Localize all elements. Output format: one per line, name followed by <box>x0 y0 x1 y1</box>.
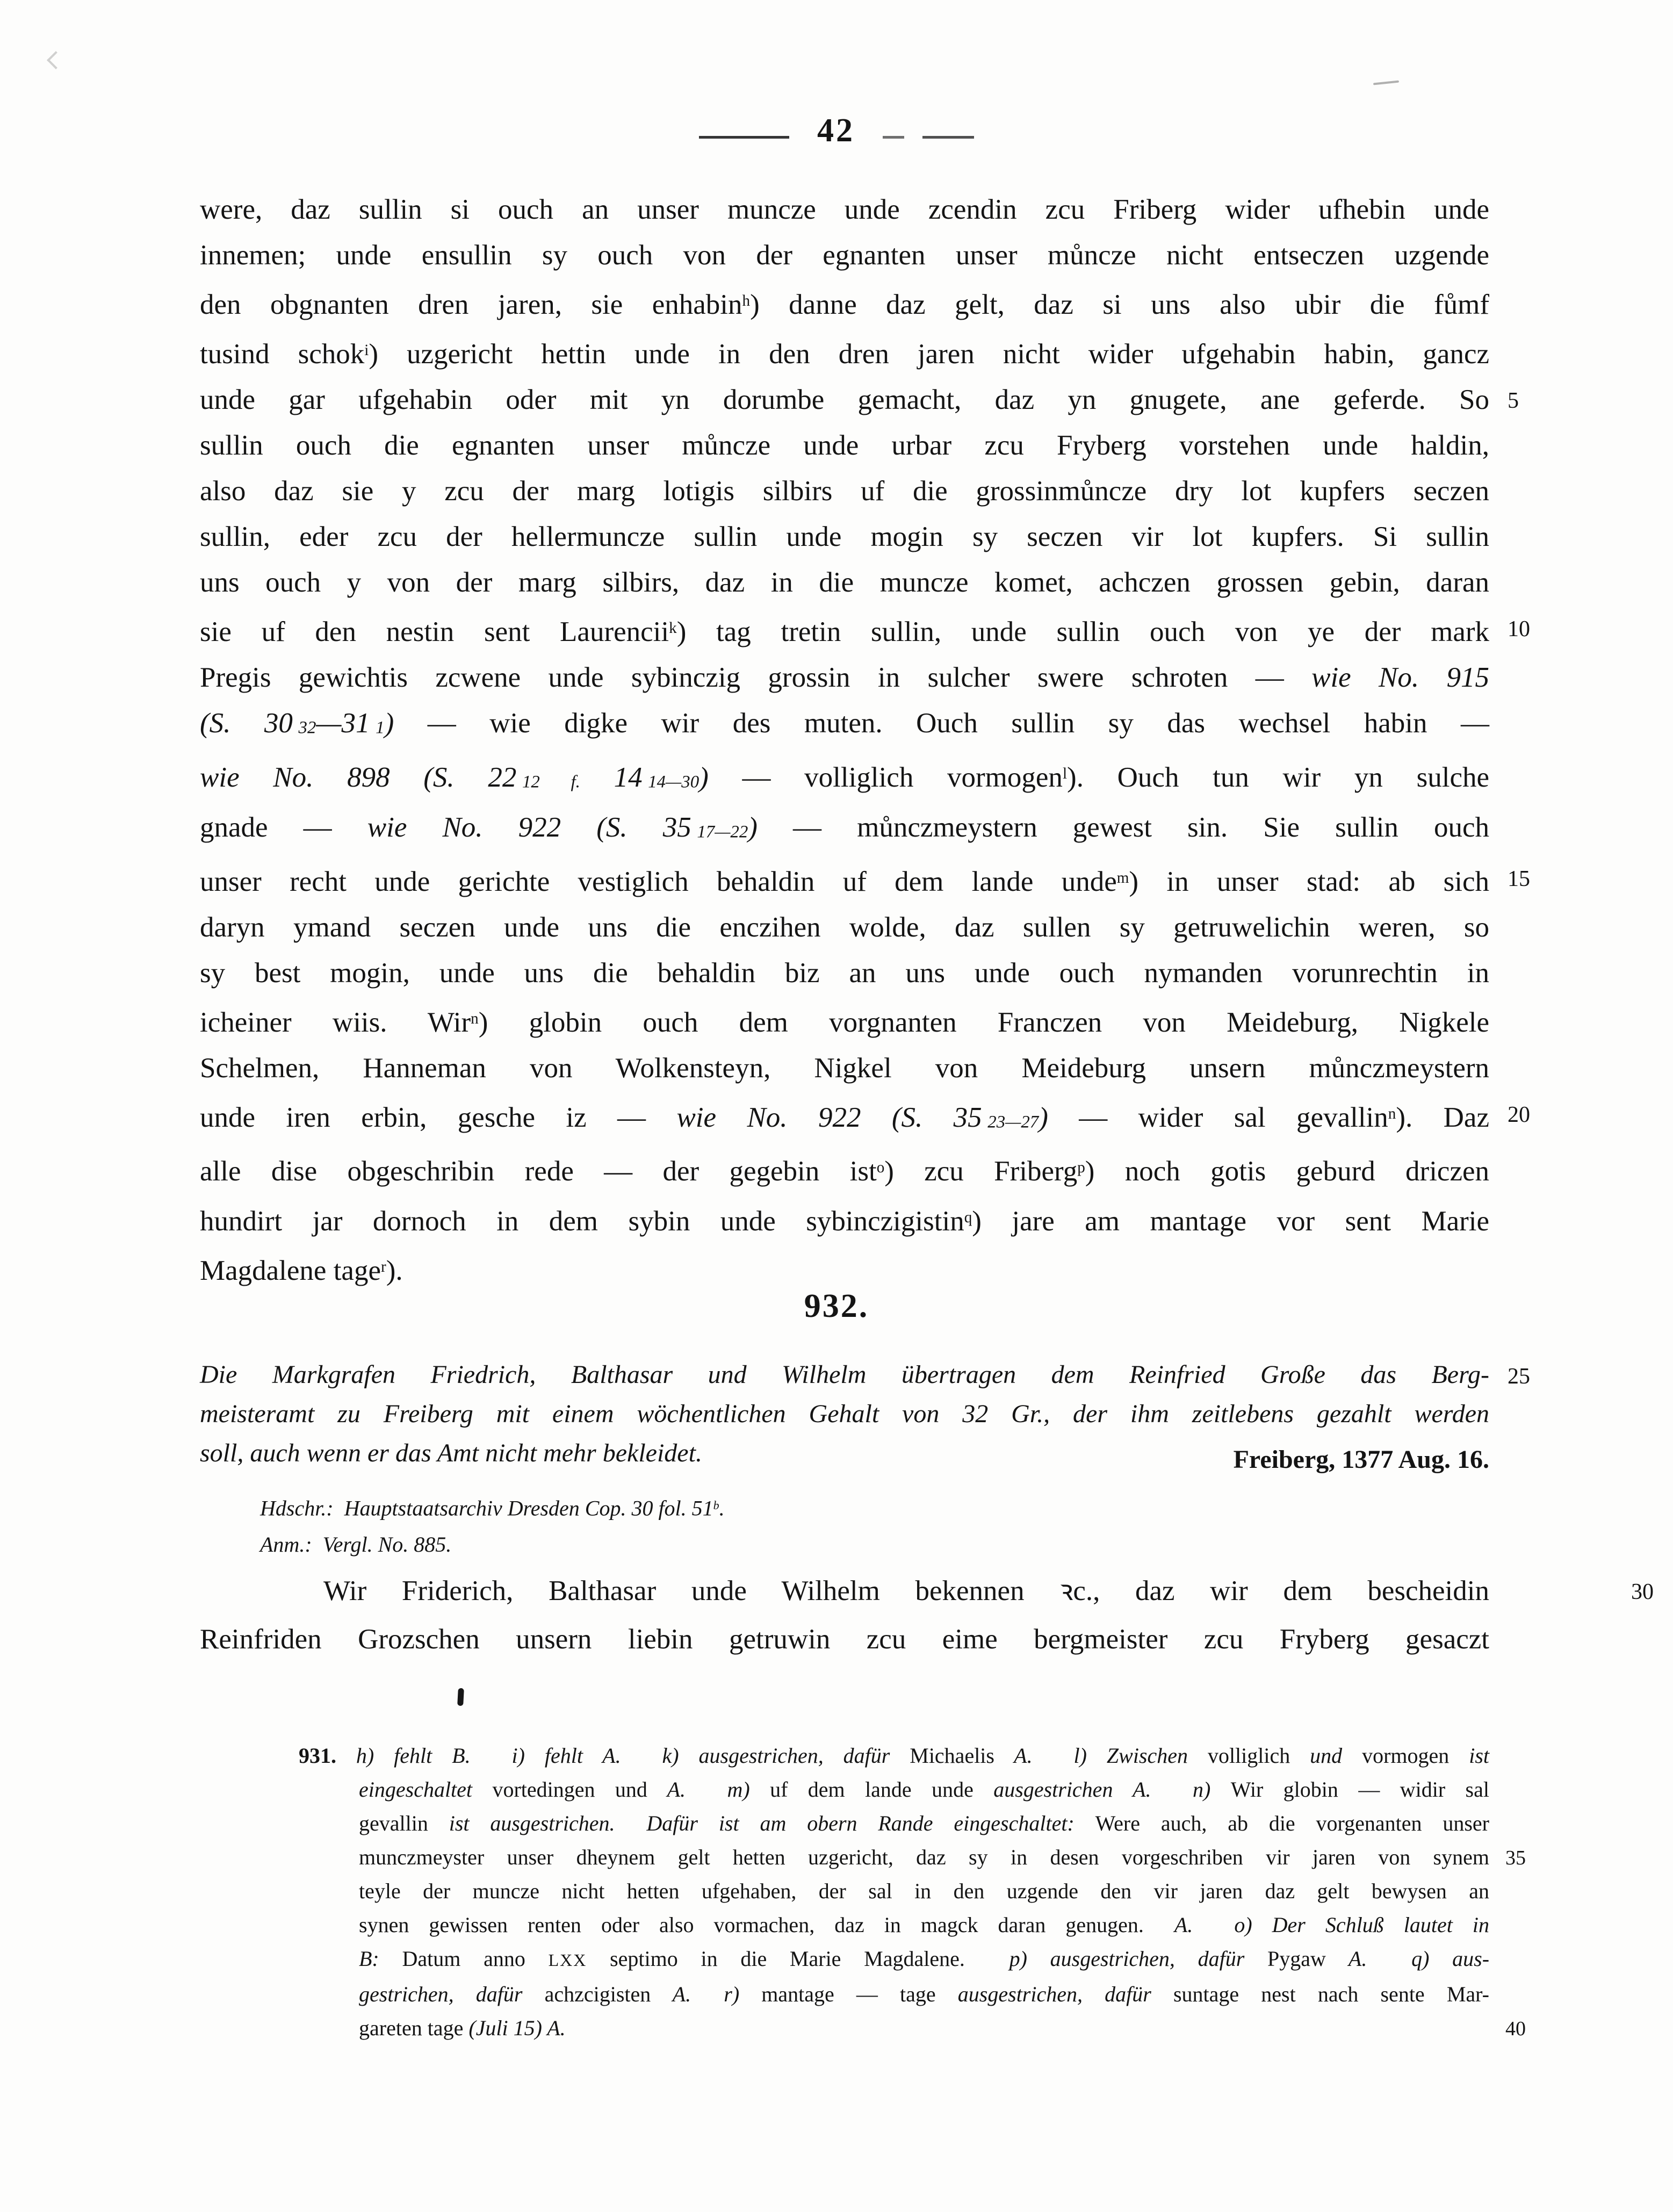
footnote-line <box>359 1942 1489 1977</box>
text-segment: B: <box>359 1947 402 1971</box>
text-segment: 1 <box>376 718 385 738</box>
text-segment: i <box>364 342 369 359</box>
entry-932-heading: 932. <box>804 1288 869 1324</box>
margin-line-number: 20 <box>1508 1102 1530 1127</box>
footnote-line <box>359 1840 1526 1874</box>
text-segment: und <box>1290 1743 1362 1768</box>
text-segment: r <box>380 1258 386 1276</box>
text-segment: sie uf den nestin sent Laurencii <box>200 616 669 648</box>
text-segment: LXX <box>548 1950 587 1970</box>
header-rule-right-long <box>922 136 974 139</box>
text-segment: wie No. 922 (S. 35 <box>676 1102 988 1134</box>
source-line <box>260 1526 1490 1563</box>
text-line <box>200 560 1489 606</box>
margin-line-number: 10 <box>1508 617 1530 642</box>
text-segment: alle dise obgeschribin rede — der gegebin ist <box>200 1156 877 1187</box>
scan-artifact-corner <box>47 51 65 69</box>
text-segment: ) zcu Friberg <box>884 1156 1078 1187</box>
page-number: 42 <box>817 112 855 149</box>
text-segment: sullin, eder zcu der hellermuncze sullin unde mogin sy seczen vir lot kupfers. Si sullin <box>200 521 1489 553</box>
text-segment: — wider sal gevallin <box>1079 1102 1388 1134</box>
text-segment: n <box>1388 1105 1396 1122</box>
footnote-line <box>359 1874 1489 1908</box>
text-line <box>200 751 1489 805</box>
footnote-line <box>299 1739 1489 1773</box>
text-segment: unde gar ufgehabin oder mit yn dorumbe gemacht, daz yn gnugete, ane geferde. So <box>200 384 1489 416</box>
text-segment: Die Markgrafen Friedrich, Balthasar und Wilhelm übertragen dem Reinfried Große das Berg- <box>200 1360 1489 1389</box>
source-line <box>260 1487 1490 1526</box>
text-line <box>200 1046 1489 1091</box>
text-line <box>200 655 1489 701</box>
text-segment: Reinfriden Grozschen unsern liebin getruwin zcu eime bergmeister zcu Fryberg gesaczt <box>200 1624 1489 1655</box>
text-segment: A. r) <box>651 1982 762 2006</box>
text-segment: vortedingen und <box>492 1777 647 1802</box>
text-segment: ). Ouch tun wir yn sulche <box>1067 761 1489 793</box>
text-segment: septimo in die Marie Magdalene. <box>587 1947 1009 1971</box>
text-segment: munczmeyster unser dheynem gelt hetten uzgericht, daz sy in desen vorgeschriben vir jaren von synem <box>359 1845 1489 1869</box>
text-segment: ) noch gotis geburd driczen <box>1085 1156 1489 1187</box>
text-segment: gevallin <box>359 1811 428 1835</box>
text-segment: innemen; unde ensullin sy ouch von der egnanten unser můncze nicht entseczen uzgende <box>200 240 1489 271</box>
text-segment: ist ausgestrichen. Dafür ist am obern Rande eingeschaltet: <box>428 1811 1095 1835</box>
text-segment: A. m) <box>647 1777 770 1802</box>
text-line <box>200 606 1530 655</box>
text-segment: Were auch, ab die vorgenanten unser <box>1095 1811 1490 1835</box>
text-segment: synen gewissen renten oder also vormachen, daz in magck daran genugen. <box>359 1913 1174 1937</box>
text-segment: ist <box>1449 1743 1490 1768</box>
text-line <box>200 377 1519 423</box>
text-segment: ) <box>384 708 428 739</box>
text-segment: achzcigisten <box>544 1982 651 2006</box>
text-line <box>200 187 1489 233</box>
text-segment: ) tag tretin sullin, unde sullin ouch von ye der mark <box>676 616 1489 648</box>
text-segment: q <box>964 1208 972 1226</box>
text-segment: ) globin ouch dem vorgnanten Franczen von Meideburg, Nigkele <box>478 1006 1489 1038</box>
text-segment: ausgestrichen, dafür <box>935 1982 1173 2006</box>
footnote-line <box>359 2011 1526 2045</box>
text-line <box>200 423 1489 469</box>
text-segment: ) <box>1039 1102 1079 1134</box>
text-segment: were, daz sullin si ouch an unser muncze unde zcendin zcu Friberg wider ufhebin unde <box>200 194 1489 225</box>
text-line <box>200 1567 1654 1615</box>
summary-line <box>200 1355 1530 1394</box>
text-segment: unser recht unde gerichte vestiglich behaldin uf dem lande unde <box>200 866 1117 897</box>
text-segment: soll, auch wenn er das Amt nicht mehr bekleidet. <box>200 1439 702 1467</box>
page-header <box>0 112 1673 149</box>
footnote-line <box>359 1773 1489 1806</box>
text-segment: Datum anno <box>402 1947 549 1971</box>
margin-line-number: 35 <box>1505 1847 1526 1869</box>
ink-speck <box>457 1688 464 1706</box>
text-segment: gestrichen, dafür <box>359 1982 545 2006</box>
text-line <box>200 950 1489 996</box>
text-segment: wie No. 922 (S. 35 <box>367 812 697 844</box>
entry-932-source-notes <box>260 1487 1490 1563</box>
text-segment: 12 f. <box>522 772 580 792</box>
text-segment: —31 <box>316 708 376 739</box>
header-rule-right-short <box>883 136 904 139</box>
text-segment: eingeschaltet <box>359 1777 493 1802</box>
text-segment: volliglich <box>1207 1743 1290 1768</box>
text-segment: (Juli 15) A. <box>468 2016 566 2040</box>
text-segment: unde iren erbin, gesche iz — <box>200 1102 677 1134</box>
text-segment: — můnczmeystern gewest sin. Sie sullin ouch <box>793 812 1489 844</box>
text-line <box>200 328 1489 377</box>
text-segment: vormogen <box>1362 1743 1450 1768</box>
entry-931-continuation-text <box>200 187 1530 1294</box>
text-segment: mantage — tage <box>761 1982 936 2006</box>
text-segment: sullin ouch die egnanten unser můncze unde urbar zcu Fryberg vorstehen unde haldin, <box>200 430 1489 462</box>
text-segment: Schelmen, Hanneman von Wolkensteyn, Nigkel von Meideburg unsern můnczmeystern <box>200 1052 1489 1084</box>
text-line <box>200 469 1489 514</box>
footnotes-entry-931 <box>299 1739 1526 2045</box>
text-segment: uf dem lande unde <box>770 1777 973 1802</box>
text-segment: teyle der muncze nicht hetten ufgehaben, der sal in den uzgende den vir jaren daz gelt bewysen an <box>359 1879 1489 1903</box>
text-segment: Anm.: Vergl. No. 885. <box>260 1532 452 1557</box>
text-line <box>200 278 1489 328</box>
footnote-line <box>359 1806 1489 1840</box>
text-segment: also daz sie y zcu der marg lotigis silbirs uf die grossinmůncze dry lot kupfers seczen <box>200 475 1489 507</box>
text-segment: 32 <box>298 718 316 738</box>
text-segment: gareten tage <box>359 2016 469 2040</box>
text-segment: A. q) aus- <box>1325 1947 1490 1971</box>
text-segment: gnade — <box>200 812 367 844</box>
text-line <box>200 1615 1489 1663</box>
text-segment: 17—22 <box>697 822 748 842</box>
text-line <box>200 996 1489 1046</box>
footnote-line <box>359 1977 1489 2011</box>
margin-line-number: 40 <box>1505 2018 1526 2040</box>
summary-line <box>200 1433 1489 1473</box>
text-segment: ) <box>748 812 794 844</box>
text-segment: meisteramt zu Freiberg mit einem wöchentlichen Gehalt von 32 Gr., der ihm zeitlebens gezahlt werden <box>200 1400 1489 1428</box>
text-segment: — volliglich vormogen <box>742 761 1063 793</box>
text-segment: Magdalene tage <box>200 1255 381 1286</box>
header-rule-left <box>699 136 789 139</box>
text-line <box>200 1091 1530 1145</box>
text-segment: 14 <box>580 761 648 793</box>
margin-line-number: 5 <box>1508 388 1519 414</box>
scan-artifact-tilde <box>1373 81 1399 85</box>
text-segment: ) jare am mantage vor sent Marie <box>972 1205 1489 1237</box>
text-segment: ) danne daz gelt, daz si uns also ubir die fůmf <box>750 289 1489 321</box>
margin-line-number: 15 <box>1508 866 1530 891</box>
summary-line <box>200 1394 1489 1433</box>
text-segment: A. l) Zwischen <box>994 1743 1208 1768</box>
text-segment: sy best mogin, unde uns die behaldin biz an uns unde ouch nymanden vorunrechtin in <box>200 957 1489 989</box>
text-segment: m <box>1116 869 1129 887</box>
text-segment: icheiner wiis. Wir <box>200 1006 471 1038</box>
margin-line-number: 30 <box>1631 1580 1654 1604</box>
text-line <box>200 1244 1489 1294</box>
text-segment: uns ouch y von der marg silbirs, daz in die muncze komet, achczen grossen gebin, daran <box>200 567 1489 599</box>
text-segment: ) <box>699 761 742 793</box>
footnote-line <box>359 1908 1489 1942</box>
text-segment: k <box>669 619 677 637</box>
text-segment: wie No. 898 (S. 22 <box>200 761 522 793</box>
text-segment: ). <box>386 1255 403 1286</box>
text-segment: h <box>742 292 751 309</box>
text-line <box>200 233 1489 278</box>
text-segment: Hdschr.: Hauptstaatsarchiv Dresden Cop. 30 fol. 51 <box>260 1496 713 1521</box>
text-segment: hundirt jar dornoch in dem sybin unde sybinczigistin <box>200 1205 964 1237</box>
text-segment: Michaelis <box>910 1743 994 1768</box>
text-segment: l <box>1062 765 1068 782</box>
text-segment: den obgnanten dren jaren, sie enhabin <box>200 289 742 321</box>
text-segment: Wir Friderich, Balthasar unde Wilhelm bekennen ꝛc., daz wir dem bescheidin <box>323 1575 1489 1606</box>
text-line <box>200 855 1530 905</box>
text-segment: h) fehlt B. i) fehlt A. k) ausgestrichen, dafür <box>356 1743 910 1768</box>
entry-932-text <box>200 1567 1654 1663</box>
text-segment: 23—27 <box>987 1112 1039 1132</box>
text-segment: ). Daz <box>1396 1102 1489 1134</box>
text-segment: (S. 30 <box>200 708 299 739</box>
text-line <box>200 701 1489 751</box>
text-segment: 931. <box>299 1743 356 1768</box>
text-segment: tusind schok <box>200 338 365 370</box>
dateline: Freiberg, 1377 Aug. 16. <box>1233 1445 1489 1474</box>
text-segment: p) ausgestrichen, dafür <box>1009 1947 1267 1971</box>
entry-932-summary <box>200 1355 1530 1474</box>
text-segment: p <box>1077 1159 1085 1177</box>
text-segment: Pregis gewichtis zcwene unde sybinczig grossin in sulcher swere schroten — <box>200 662 1312 694</box>
text-segment: suntage nest nach sente Mar- <box>1173 1982 1489 2006</box>
text-line <box>200 1195 1489 1244</box>
text-segment: daryn ymand seczen unde uns die enczihen wolde, daz sullen sy getruwelichin weren, so <box>200 911 1489 943</box>
text-segment: b <box>713 1498 719 1512</box>
text-line <box>200 805 1489 855</box>
text-segment: — wie digke wir des muten. Ouch sullin sy das wechsel habin — <box>427 708 1490 739</box>
text-segment: n <box>471 1010 479 1027</box>
text-line <box>200 1145 1489 1194</box>
text-segment: Pygaw <box>1267 1947 1326 1971</box>
text-segment: . <box>719 1496 725 1521</box>
text-segment: A. o) Der Schluß lautet in <box>1174 1913 1489 1937</box>
text-line <box>200 905 1489 950</box>
margin-line-number: 25 <box>1508 1364 1530 1389</box>
text-segment: ) in unser stad: ab sich <box>1129 866 1490 897</box>
text-segment: 14—30 <box>648 772 700 792</box>
text-segment: ausgestrichen A. n) <box>973 1777 1231 1802</box>
text-segment: ) uzgericht hettin unde in den dren jaren nicht wider ufgehabin habin, gancz <box>369 338 1490 370</box>
text-line <box>200 514 1489 560</box>
text-segment: o <box>876 1159 885 1177</box>
text-segment: wie No. 915 <box>1311 662 1490 694</box>
text-segment: Wir globin — widir sal <box>1230 1777 1489 1802</box>
